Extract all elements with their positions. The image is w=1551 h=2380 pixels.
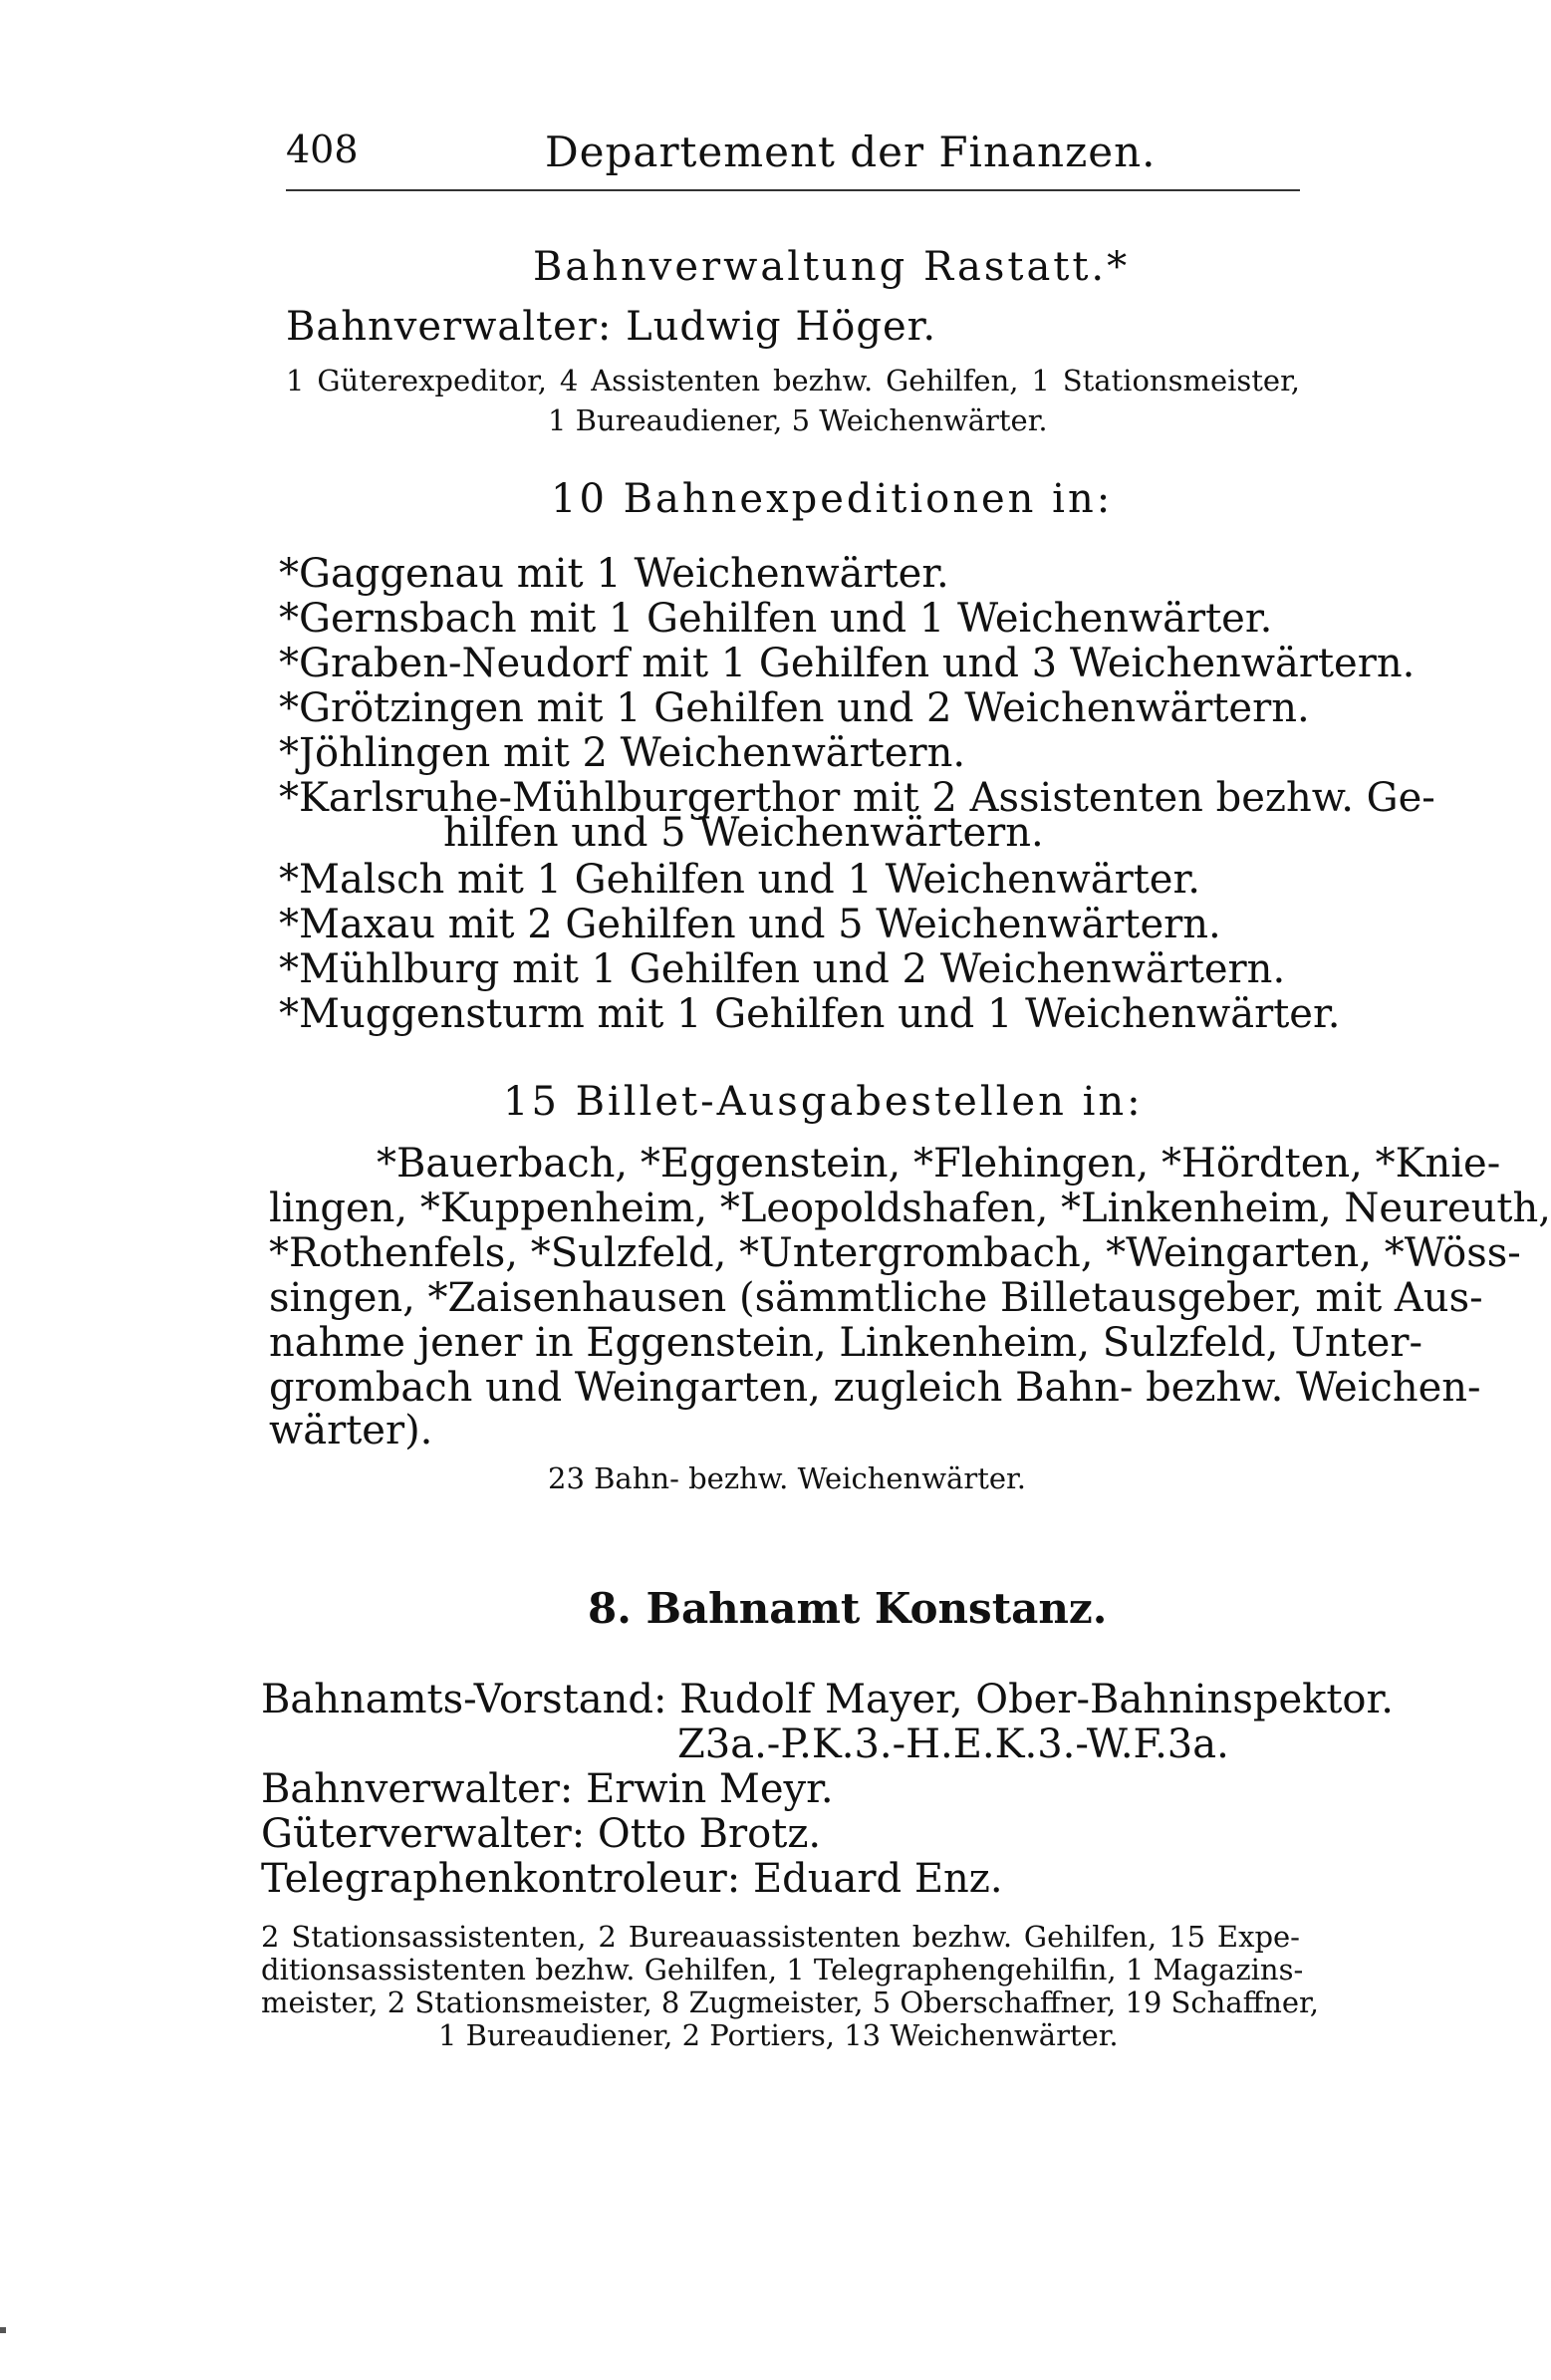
expeditions-title: 10 Bahnexpeditionen in:: [551, 476, 1114, 522]
konstanz-orders: Z3a.-P.K.3.-H.E.K.3.-W.F.3a.: [677, 1721, 1229, 1767]
rastatt-staff-line-1: 1 Güterexpeditor, 4 Assistenten bezhw. Gehilfen, 1 Stationsmeister,: [286, 364, 1300, 397]
page-number: 408: [286, 128, 359, 171]
running-title: Departement der Finanzen.: [545, 128, 1157, 176]
expedition-item: *Muggensturm mit 1 Gehilfen und 1 Weichenwärter.: [279, 991, 1341, 1037]
expedition-item: *Gaggenau mit 1 Weichenwärter.: [279, 551, 949, 597]
billet-line: singen, *Zaisenhausen (sämmtliche Billetausgeber, mit Aus-: [269, 1275, 1483, 1321]
billet-line: nahme jener in Eggenstein, Linkenheim, Sulzfeld, Unter-: [269, 1320, 1422, 1366]
konstanz-staff-line: ditionsassistenten bezhw. Gehilfen, 1 Telegraphengehilfin, 1 Magazins-: [261, 1953, 1304, 1986]
expedition-item-continuation: hilfen und 5 Weichenwärtern.: [443, 810, 1044, 856]
konstanz-staff-line: meister, 2 Stationsmeister, 8 Zugmeister, 5 Oberschaffner, 19 Schaffner,: [261, 1985, 1319, 2019]
billet-footer: 23 Bahn- bezhw. Weichenwärter.: [548, 1461, 1026, 1495]
rastatt-verwalter: Bahnverwalter: Ludwig Höger.: [286, 304, 937, 350]
billet-line: wärter).: [269, 1408, 433, 1454]
expedition-item: *Mühlburg mit 1 Gehilfen und 2 Weichenwärtern.: [279, 946, 1286, 992]
expedition-item: *Malsch mit 1 Gehilfen und 1 Weichenwärter.: [279, 857, 1200, 903]
expedition-item: *Grötzingen mit 1 Gehilfen und 2 Weichenwärtern.: [279, 685, 1310, 731]
konstanz-title: 8. Bahnamt Konstanz.: [588, 1584, 1108, 1633]
konstanz-staff-line: 2 Stationsassistenten, 2 Bureauassistenten bezhw. Gehilfen, 15 Expe-: [261, 1920, 1300, 1954]
scan-artifact: [0, 2327, 6, 2333]
konstanz-vorstand: Bahnamts-Vorstand: Rudolf Mayer, Ober-Bahninspektor.: [261, 1677, 1394, 1722]
billet-line: lingen, *Kuppenheim, *Leopoldshafen, *Linkenheim, Neureuth,: [269, 1186, 1551, 1231]
billet-line: grombach und Weingarten, zugleich Bahn- bezhw. Weichen-: [269, 1365, 1481, 1411]
billet-title: 15 Billet-Ausgabestellen in:: [503, 1079, 1144, 1125]
expedition-item: *Maxau mit 2 Gehilfen und 5 Weichenwärtern.: [279, 902, 1221, 947]
expedition-item: *Jöhlingen mit 2 Weichenwärtern.: [279, 730, 966, 776]
expedition-item: *Karlsruhe-Mühlburgerthor mit 2 Assistenten bezhw. Ge-: [279, 775, 1435, 821]
header-rule: [286, 189, 1300, 191]
billet-line: *Bauerbach, *Eggenstein, *Flehingen, *Hördten, *Knie-: [377, 1141, 1501, 1187]
rastatt-title: Bahnverwaltung Rastatt.*: [533, 244, 1131, 290]
konstanz-telegraph: Telegraphenkontroleur: Eduard Enz.: [261, 1856, 1003, 1902]
expedition-item: *Graben-Neudorf mit 1 Gehilfen und 3 Weichenwärtern.: [279, 641, 1416, 686]
billet-line: *Rothenfels, *Sulzfeld, *Untergrombach, *Weingarten, *Wöss-: [269, 1230, 1521, 1276]
konstanz-staff-line: 1 Bureaudiener, 2 Portiers, 13 Weichenwärter.: [438, 2018, 1119, 2052]
konstanz-gueterverwalter: Güterverwalter: Otto Brotz.: [261, 1811, 822, 1857]
expedition-item: *Gernsbach mit 1 Gehilfen und 1 Weichenwärter.: [279, 596, 1273, 642]
konstanz-verwalter: Bahnverwalter: Erwin Meyr.: [261, 1766, 834, 1812]
rastatt-staff-line-2: 1 Bureaudiener, 5 Weichenwärter.: [548, 403, 1048, 437]
